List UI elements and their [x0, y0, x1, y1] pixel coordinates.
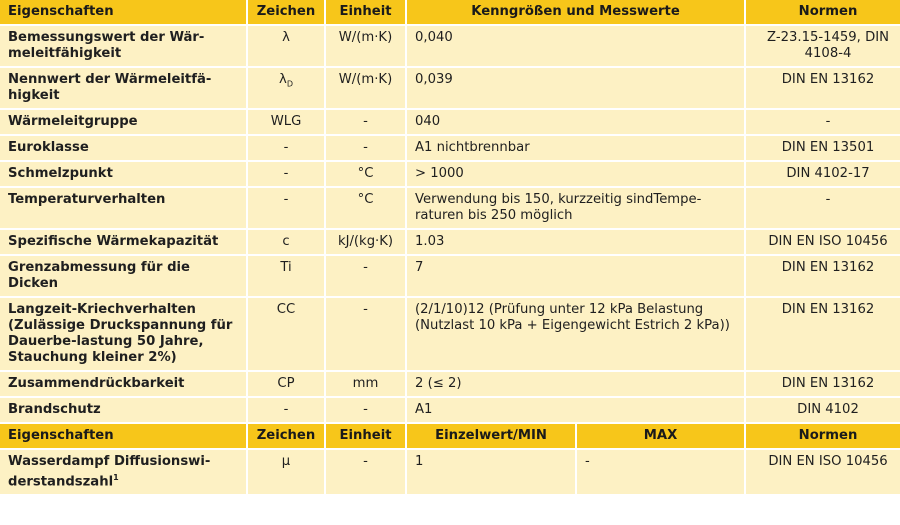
- unit-cell: -: [326, 450, 405, 494]
- header-eigenschaften: Eigenschaften: [0, 424, 246, 448]
- symbol-cell: c: [248, 230, 324, 254]
- table-row: [0, 110, 900, 134]
- symbol-cell: [248, 68, 324, 108]
- header-normen: Normen: [746, 424, 900, 448]
- property-label: Zusammendrückbarkeit: [0, 372, 246, 396]
- value-cell: Verwendung bis 150, kurzzeitig sindTempe-raturen bis 250 möglich: [407, 188, 744, 228]
- unit-cell: -: [326, 256, 405, 296]
- table-row: [0, 136, 900, 160]
- property-label: Langzeit-Kriechverhalten (Zulässige Druckspannung für Dauerbe-lastung 50 Jahre, Stauchung kleiner 2%): [0, 298, 246, 370]
- table-row: [0, 68, 900, 108]
- symbol-cell: CP: [248, 372, 324, 396]
- property-label: Wärmeleitgruppe: [0, 110, 246, 134]
- property-label: Temperaturverhalten: [0, 188, 246, 228]
- max-value-cell: -: [577, 450, 744, 494]
- symbol-cell: CC: [248, 298, 324, 370]
- min-value-cell: 1: [407, 450, 575, 494]
- symbol-text: λ: [279, 72, 287, 87]
- value-cell: (2/1/10)12 (Prüfung unter 12 kPa Belastung (Nutzlast 10 kPa + Eigengewicht Estrich 2 kPa)): [407, 298, 744, 370]
- value-cell: > 1000: [407, 162, 744, 186]
- property-label: Bemessungswert der Wär-meleitfähigkeit: [0, 26, 246, 66]
- norm-cell: -: [746, 188, 900, 228]
- unit-cell: W/(m·K): [326, 26, 405, 66]
- value-cell: A1 nichtbrennbar: [407, 136, 744, 160]
- header-kenngroessen: Kenngrößen und Messwerte: [407, 0, 744, 24]
- header-max: MAX: [577, 424, 744, 448]
- norm-cell: DIN EN ISO 10456: [746, 230, 900, 254]
- value-cell: 040: [407, 110, 744, 134]
- value-cell: 2 (≤ 2): [407, 372, 744, 396]
- property-label: Schmelzpunkt: [0, 162, 246, 186]
- header-row-2: [0, 424, 900, 448]
- header-einheit: Einheit: [326, 0, 405, 24]
- norm-cell: DIN EN ISO 10456: [746, 450, 900, 494]
- norm-cell: DIN EN 13501: [746, 136, 900, 160]
- symbol-cell: λ: [248, 26, 324, 66]
- header-zeichen: Zeichen: [248, 424, 324, 448]
- table-row: [0, 298, 900, 370]
- norm-cell: DIN 4102: [746, 398, 900, 422]
- norm-cell: DIN EN 13162: [746, 298, 900, 370]
- symbol-cell: -: [248, 136, 324, 160]
- unit-cell: -: [326, 398, 405, 422]
- norm-cell: DIN EN 13162: [746, 256, 900, 296]
- unit-cell: kJ/(kg·K): [326, 230, 405, 254]
- unit-cell: mm: [326, 372, 405, 396]
- unit-cell: -: [326, 298, 405, 370]
- value-cell: 7: [407, 256, 744, 296]
- footnote-marker: 1: [113, 473, 119, 482]
- unit-cell: W/(m·K): [326, 68, 405, 108]
- norm-cell: DIN 4102-17: [746, 162, 900, 186]
- unit-cell: -: [326, 136, 405, 160]
- norm-cell: Z-23.15-1459, DIN 4108-4: [746, 26, 900, 66]
- table-row: [0, 398, 900, 422]
- table-row: [0, 230, 900, 254]
- symbol-cell: -: [248, 398, 324, 422]
- table-row: [0, 162, 900, 186]
- table-row: [0, 450, 900, 494]
- header-normen: Normen: [746, 0, 900, 24]
- symbol-cell: WLG: [248, 110, 324, 134]
- symbol-cell: -: [248, 188, 324, 228]
- property-label: Grenzabmessung für die Dicken: [0, 256, 246, 296]
- value-cell: 0,039: [407, 68, 744, 108]
- unit-cell: °C: [326, 188, 405, 228]
- unit-cell: °C: [326, 162, 405, 186]
- header-eigenschaften: Eigenschaften: [0, 0, 246, 24]
- symbol-cell: μ: [248, 450, 324, 494]
- symbol-cell: Ti: [248, 256, 324, 296]
- property-label: Euroklasse: [0, 136, 246, 160]
- header-row: [0, 0, 900, 24]
- table-row: [0, 26, 900, 66]
- symbol-cell: -: [248, 162, 324, 186]
- table-row: [0, 372, 900, 396]
- header-einzelwert-min: Einzelwert/MIN: [407, 424, 575, 448]
- property-label: Nennwert der Wärmeleitfä-higkeit: [0, 68, 246, 108]
- norm-cell: DIN EN 13162: [746, 372, 900, 396]
- property-label: Brandschutz: [0, 398, 246, 422]
- property-label: [0, 450, 246, 494]
- norm-cell: -: [746, 110, 900, 134]
- table-row: [0, 256, 900, 296]
- header-einheit: Einheit: [326, 424, 405, 448]
- symbol-subscript: D: [286, 79, 293, 89]
- norm-cell: DIN EN 13162: [746, 68, 900, 108]
- value-cell: A1: [407, 398, 744, 422]
- table-row: [0, 188, 900, 228]
- value-cell: 0,040: [407, 26, 744, 66]
- header-zeichen: Zeichen: [248, 0, 324, 24]
- value-cell: 1.03: [407, 230, 744, 254]
- unit-cell: -: [326, 110, 405, 134]
- property-label: Spezifische Wärmekapazität: [0, 230, 246, 254]
- property-text: Wasserdampf Diffusionswi-derstandszahl: [8, 454, 211, 490]
